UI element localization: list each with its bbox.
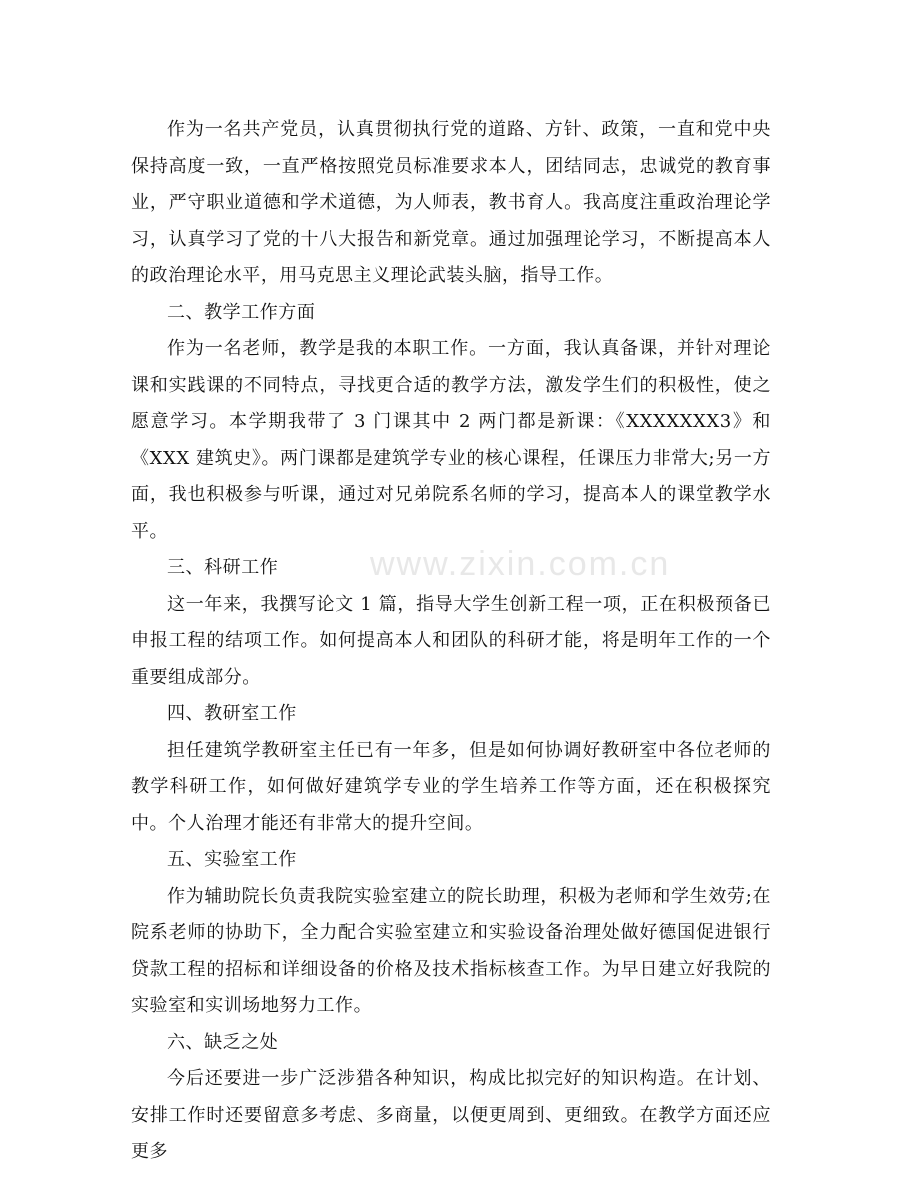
heading-research: 三、科研工作 — [167, 557, 279, 578]
paragraph-teaching: 作为一名老师，教学是我的本职工作。一方面，我认真备课，并针对理论课和实践课的不同特点，寻找更合适的教学方法，激发学生们的积极性，使之愿意学习。本学期我带了 3 门课其中 2 两门都是新课：《XXXXXXX3》和《XXX 建筑史》。两门课都是建筑学专业的核心课程，任课压力非常大;另一方面，我也积极参与听课，通过对兄弟院系名师的学习，提高本人的课堂教学水平。 — [131, 338, 771, 542]
paragraph-laboratory: 作为辅助院长负责我院实验室建立的院长助理，积极为老师和学生效劳;在院系老师的协助下，全力配合实验室建立和实验设备治理处做好德国促进银行贷款工程的招标和详细设备的价格及技术指标核查工作。为早日建立好我院的实验室和实训场地努力工作。 — [131, 885, 771, 1016]
watermark-text: www.zixin.com.cn — [370, 545, 671, 583]
heading-laboratory: 五、实验室工作 — [167, 849, 297, 870]
paragraph-research: 这一年来，我撰写论文 1 篇，指导大学生创新工程一项，正在积极预备已申报工程的结项工作。如何提高本人和团队的科研才能，将是明年工作的一个重要组成部分。 — [131, 593, 771, 688]
paragraph-shortcomings: 今后还要进一步广泛涉猎各种知识，构成比拟完好的知识构造。在计划、安排工作时还要留意多考虑、多商量，以便更周到、更细致。在教学方面还应更多 — [131, 1068, 771, 1162]
heading-teaching: 二、教学工作方面 — [167, 301, 316, 323]
paragraph-teaching-office: 担任建筑学教研室主任已有一年多，但是如何协调好教研室中各位老师的教学科研工作，如何做好建筑学专业的学生培养工作等方面，还在积极探究中。个人治理才能还有非常大的提升空间。 — [131, 739, 771, 834]
heading-shortcomings: 六、缺乏之处 — [167, 1031, 279, 1053]
paragraph-party-member: 作为一名共产党员，认真贯彻执行党的道路、方针、政策，一直和党中央保持高度一致，一直严格按照党员标准要求本人，团结同志，忠诚党的教育事业，严守职业道德和学术道德，为人师表，教书育人。我高度注重政治理论学习，认真学习了党的十八大报告和新党章。通过加强理论学习，不断提高本人的政治理论水平，用马克思主义理论武装头脑，指导工作。 — [131, 119, 771, 286]
heading-teaching-office: 四、教研室工作 — [167, 703, 297, 724]
document-body — [131, 112, 771, 1171]
